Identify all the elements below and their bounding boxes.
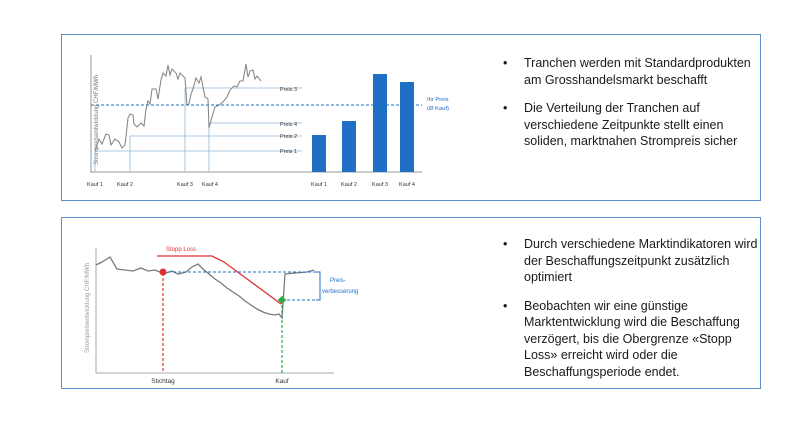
bar-kauf-4 bbox=[400, 82, 414, 172]
price-curve bbox=[96, 257, 314, 318]
kauf-label: Kauf bbox=[275, 378, 289, 385]
bullet-item: • Tranchen werden mit Standardprodukten am Grosshandelsmarkt beschafft bbox=[503, 55, 753, 88]
bullet-item: • Die Verteilung der Tranchen auf verschiedene Zeitpunkte stellt einen soliden, marktnahen Strompreis sicher bbox=[503, 100, 753, 150]
improvement-label-2: verbesserung bbox=[322, 289, 359, 295]
bar-kauf-4-label: Kauf 4 bbox=[399, 182, 415, 188]
price-4-label: Preis 4 bbox=[280, 122, 298, 128]
bar-kauf-1 bbox=[312, 135, 326, 172]
price-3-label: Preis 3 bbox=[280, 87, 298, 93]
bar-kauf-3-label: Kauf 3 bbox=[372, 182, 388, 188]
kauf-3-tick: Kauf 3 bbox=[177, 182, 193, 188]
price-curve bbox=[95, 64, 261, 151]
average-price-label-1: Ihr Preis bbox=[427, 97, 449, 103]
bar-kauf-2-label: Kauf 2 bbox=[341, 182, 357, 188]
stichtag-point bbox=[160, 269, 167, 276]
stopp-loss-bullet-list bbox=[503, 236, 758, 392]
y-axis-label: Strompreisentwicklung CHF/MWh bbox=[94, 74, 100, 166]
bullet-item: • Beobachten wir eine günstige Marktentwicklung wird die Beschaffung verzögert, bis die Obergrenze «Stopp Loss» erreicht wird oder die Beschaffungsperiode endet. bbox=[503, 298, 758, 381]
price-2-label: Preis 2 bbox=[280, 134, 298, 140]
kauf-2-tick: Kauf 2 bbox=[117, 182, 133, 188]
price-1-label: Preis 1 bbox=[280, 149, 298, 155]
bar-kauf-3 bbox=[373, 74, 387, 172]
improvement-label-1: Preis- bbox=[330, 278, 346, 284]
stichtag-label: Stichtag bbox=[151, 378, 175, 385]
improvement-bracket bbox=[316, 272, 320, 300]
tranchen-bullet-list bbox=[503, 55, 753, 162]
y-axis-label: Strompreisentwicklung CHF/MWh bbox=[85, 262, 91, 354]
bar-kauf-2 bbox=[342, 121, 356, 172]
kauf-1-tick: Kauf 1 bbox=[87, 182, 103, 188]
bullet-item: • Durch verschiedene Marktindikatoren wird der Beschaffungszeitpunkt zusätzlich optimiert bbox=[503, 236, 758, 286]
stop-loss-line bbox=[157, 256, 281, 304]
bar-kauf-1-label: Kauf 1 bbox=[311, 182, 327, 188]
average-price-label-2: (Ø Kauf) bbox=[427, 106, 449, 112]
stop-loss-label: Stopp Loss bbox=[166, 247, 197, 253]
tranchen-panel bbox=[61, 34, 761, 201]
stopp-loss-panel bbox=[61, 217, 761, 389]
kauf-4-tick: Kauf 4 bbox=[202, 182, 218, 188]
